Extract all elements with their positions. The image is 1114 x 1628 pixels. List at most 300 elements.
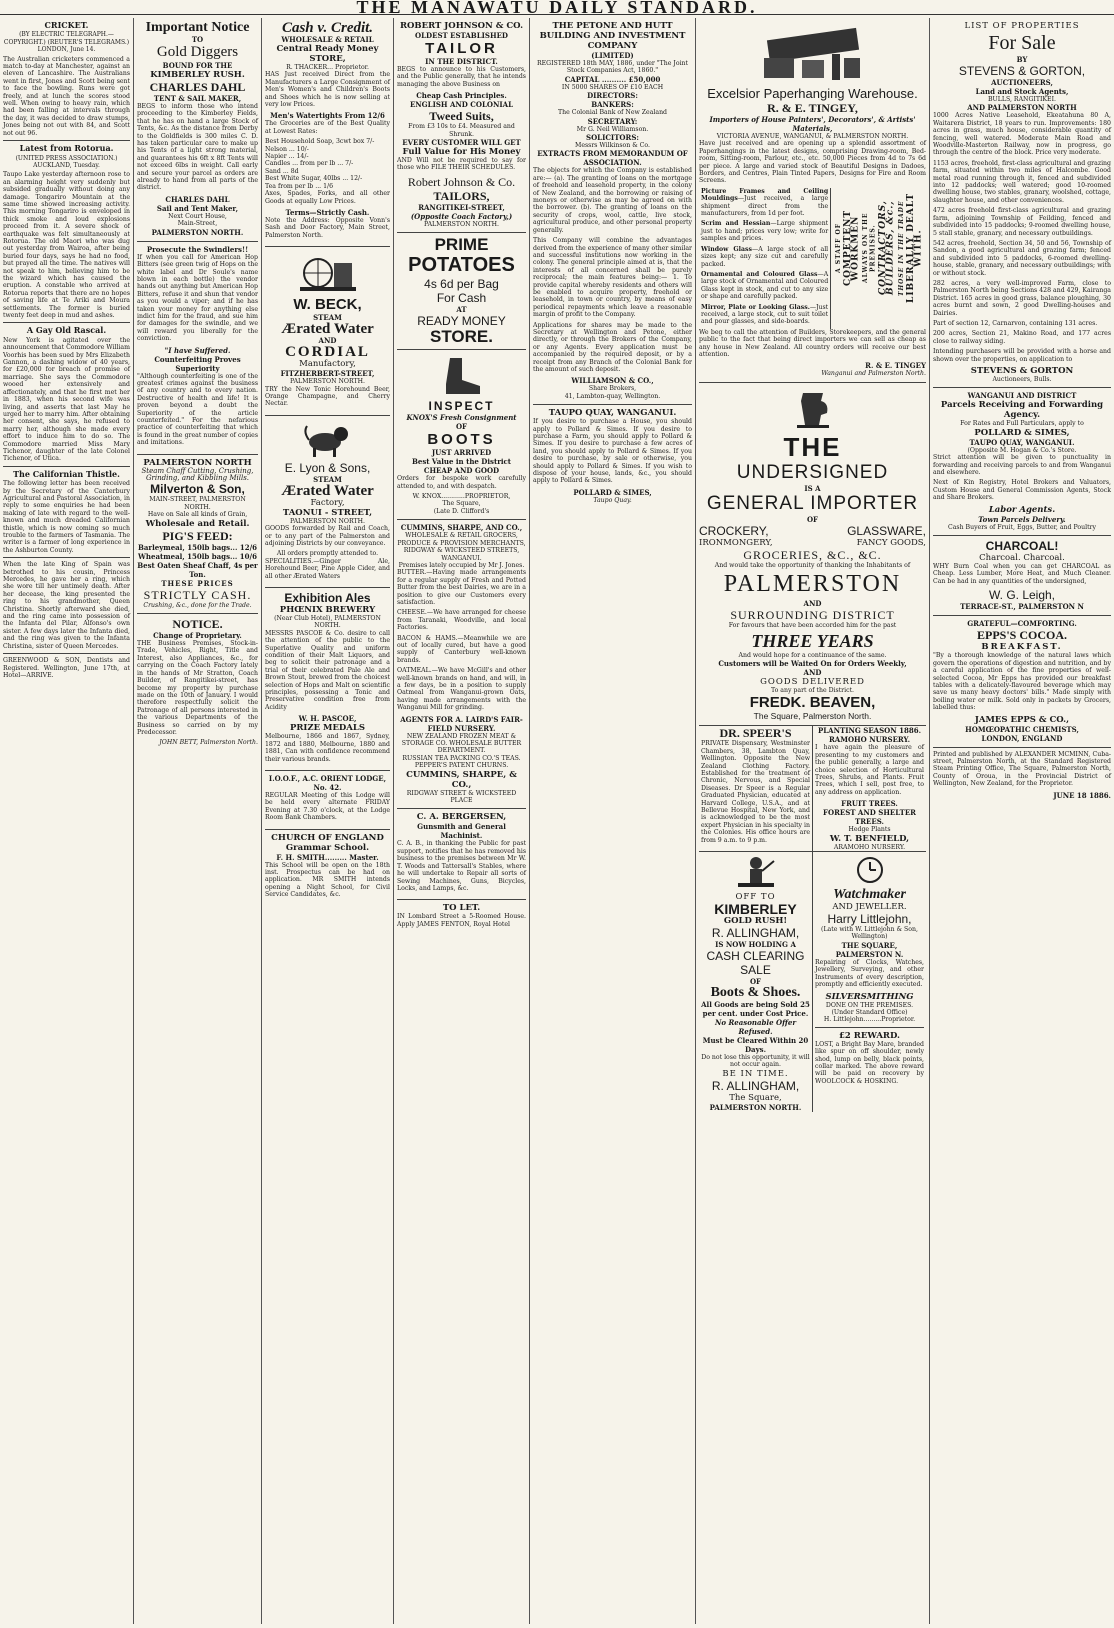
ornamental-body: —A large stock of Ornamental and Coloured Glass kept in stock, and cut to any size or shape and carefully packed.: [701, 270, 829, 301]
ad-epps-cocoa: [933, 616, 1111, 747]
aramoho-name: ARAMOHO NURSERY.: [833, 843, 906, 851]
lyon-aerated: Ærated Water: [281, 482, 374, 499]
beck-try: TRY the New Tonic Horehound Beer, Orange Champagne, and Cherry Nectar.: [265, 385, 390, 408]
allingham-all-goods: All Goods are being Sold 25 per cent. under Cost Price.: [701, 1000, 810, 1019]
knox-best: Best Value in the District: [411, 457, 512, 467]
beck-name: W. BECK,: [293, 296, 362, 314]
sg-land: Land and Stock Agents,: [975, 87, 1069, 96]
grammar-title: Grammar School.: [285, 842, 370, 853]
ad-charles-dahl: [137, 18, 258, 242]
epps-james: JAMES EPPS & CO.,: [974, 714, 1070, 725]
ad-phoenix-brewery: [265, 588, 390, 771]
beaven-groceries: GROCERIES, &C., &C.: [743, 547, 882, 562]
ad-cummins-sharpe: [397, 520, 526, 809]
rotorua-body: Taupo Lake yesterday afternoon rose to an alarming height very suddenly but subsided gradually without doing any damage. Tongariro Mountain at the same time showed increasing activity. This morning Tongariro is enveloped in thick smoke and loud explosions proceed from it. A severe shock of earthquake was felt simultaneously at Rotorua. The old Maori who was dug out yesterday from Wairoa, after being buried four days, says he had no food, but prayed all the time. The natives will not speak to him, believing him to be the wizard which has caused the eruption. A constable who arrived at Rotorua reports that there are no hopes of saving life at Te Ariki and Moura settlements. The former is buried twenty feet deep in mud and ashes.: [3, 171, 130, 320]
imprint: [933, 748, 1111, 800]
v-trade: THOSE IN THE TRADE: [897, 200, 905, 296]
scrim-label: Scrim and Hessian: [701, 220, 771, 228]
petone-shares: IN 5000 SHARES OF £10 EACH: [561, 83, 664, 91]
potato-ready: READY MONEY: [417, 314, 506, 329]
petone-reg: REGISTERED 18th MAY, 1886, under "The Joint Stock Companies Act, 1860.": [536, 60, 689, 75]
counterfeit-title: Counterfeiting Proves Superiority: [154, 354, 241, 373]
rj-tailors: TAILORS,: [433, 188, 490, 203]
allingham-sale: CASH CLEARING SALE: [706, 949, 805, 978]
masthead: THE MANAWATU DAILY STANDARD.: [0, 0, 1114, 15]
rj-oldest: OLDEST ESTABLISHED: [415, 31, 508, 40]
rj-from: From £3 10s to £4. Measured and Shrunk.: [408, 123, 515, 138]
rotorua-title: Latest from Rotorua.: [19, 143, 114, 154]
frames-label: Picture Frames and Ceiling Mouldings: [701, 187, 829, 203]
allingham-holding: IS NOW HOLDING A: [715, 940, 796, 950]
parcels-taupo: TAUPO QUAY, WANGANUI.: [969, 437, 1075, 447]
column-7: [930, 18, 1114, 1624]
beck-cordial: CORDIAL: [285, 344, 370, 361]
cummins-agents: AGENTS FOR A. LAIRD'S FAIR-FIELD NURSERY.: [400, 714, 523, 733]
ad-pollard-simes: [533, 405, 692, 508]
ad-w-beck: [265, 247, 390, 416]
lj-jeweller: AND JEWELLER.: [832, 902, 907, 913]
petone-body1: The objects for which the Company is established are:— (a). The granting of loans on the mortgage of freehold and leasehold property, in the colony of New Zealand, and the borrowing or raising of moneys or otherwise as may be agreed on with the borrower. (b). The granting of loans on the security of crops, wool, cattle, live stock, agricultural produce, and other personal property generally.: [533, 167, 692, 234]
tingey-body: Have just received and are opening up a splendid assortment of Paperhangings in the latest designs, comprising Drawing-room, Bed-room, Sitting-room, Parlour, etc., etc. 50,000 Pieces from 4d to 7s 6d per piece. A large and varied stock of Beautiful Designs in Dadoes, Borders, and Centres, Plain Tinted Papers, Designs for Fire and Room Screens.: [699, 140, 926, 185]
charcoal-sub: Charcoal. Charcoal.: [979, 553, 1065, 564]
row-allingham-littlejohn: [699, 852, 926, 1112]
notice-title: Important Notice: [145, 20, 250, 35]
column-2: [134, 18, 262, 1624]
beaven-glassware: GLASSWARE,: [847, 523, 926, 538]
excelsior-title: Excelsior Paperhanging Warehouse.: [707, 86, 918, 101]
allingham-boots: Boots & Shoes.: [710, 985, 801, 1001]
notice-bound: BOUND FOR THE: [162, 61, 233, 70]
petone-title: THE PETONE AND HUTT BUILDING AND INVESTMENT COMPANY: [539, 21, 686, 51]
col1-footer: GREENWOOD & SON, Dentists and Registered. Wellington, June 17th, at Hotel—ARRIVE.: [3, 657, 130, 679]
charcoal-body: WHY Burn Coal when you can get CHARCOAL as Cheap. Less Lumber, More Heat, and Much Cleaner. Can be had in any quantities of the undersigned,: [933, 563, 1111, 585]
v-contractors: CONTRACTORS, BUILDERS, &c.,: [877, 200, 896, 296]
cummins-ridgway: RIDGWAY & WICKSTEED STREETS, WANGANUI.: [403, 547, 520, 562]
cummins-oatmeal: OATMEAL.—We have McGill's and other well-known brands on hand, and will, in a few days, be in a position to supply Oatmeal from Wanganui-grown Oats, having made arrangements with the Wanganui Mill for grinding.: [397, 667, 526, 712]
ad-cash-credit: [265, 18, 390, 247]
knox-late: (Late D. Clifford's: [433, 507, 490, 515]
beaven-waited: Customers will be Waited On for Orders Weekly,: [718, 659, 907, 668]
swindle-body: If when you call for American Hop Bitters (see green twig of Hops on the white label and Dr Soule's name blown in each bottle) the vendor hands out anything but American Hop Bitters, refuse it and shun that vendor as you would a viper; and if he has taken your money for anything else indict him for the fraud, and sue him for damages for the swindle, and we will reward you liberally for the conviction.: [137, 253, 258, 343]
sg-intending: Intending purchasers will be provided with a horse and shown over the properties, on application to: [933, 348, 1111, 363]
tingey-addr: Wanganui and Palmerston North.: [821, 370, 926, 378]
potato-store: STORE.: [430, 327, 493, 347]
cummins-name: CUMMINS, SHARPE, AND CO.,: [400, 523, 523, 533]
lyon-goods: GOODS forwarded by Rail and Coach, or to any part of the Palmerston and adjoining Districts by our conveyance.: [265, 525, 390, 547]
sg-for-sale: For Sale: [988, 32, 1056, 54]
cummins-sub: WHOLESALE & RETAIL GROCERS, PRODUCE & PROVISION MERCHANTS,: [397, 532, 526, 547]
milverton-body: Have on Sale all kinds of Grain,: [147, 511, 248, 519]
beaven-thanking: And would take the opportunity of thanking the Inhabitants of: [714, 561, 911, 569]
petone-sol-name: Messrs Wilkinson & Co.: [574, 142, 650, 150]
beaven-fancy: FANCY GOODS,: [856, 537, 926, 548]
petone-solicitors: SOLICITORS:: [586, 133, 639, 143]
petone-directors: DIRECTORS:: [587, 91, 638, 101]
epps-body: "By a thorough knowledge of the natural laws which govern the operations of digestion and nutrition, and by a careful application of the fine properties of well-selected Cocoa, Mr Epps has provided our breakfast tables with a delicately-flavoured beverage which may save us many heavy doctors' bills." Made simply with boiling water or milk. Sold only in packets by Grocers, labelled thus:: [933, 652, 1111, 712]
dahl-sig3: Next Court House,: [168, 212, 227, 220]
v-liberally: LIBERALLY DEALT WITH.: [905, 192, 924, 303]
cricket-body: The Australian cricketers commenced a match to-day at Manchester, against an eleven of Lancashire. The Australians went in first, Jones and Scott being sent to face the bowling. Runs were got freely, and at lunch the scores stood well. When owing to heavy rain, which had been falling at intervals through the day, it was decided to draw stumps, Jones being not out with 84, and Scott not out 96.: [3, 55, 130, 137]
phoenix-name: PHŒNIX BREWERY: [279, 605, 376, 615]
medals-title: PRIZE MEDALS: [289, 723, 366, 734]
cummins-bacon: BACON & HAMS.—Meanwhile we are out of locally cured, but have a good supply of Canterbury well-known brands.: [397, 634, 526, 664]
thistle-body: The following letter has been received by the Secretary of the Canterbury Agricultural and Pastoral Association, in reply to some enquiries he had been making of late with regard to the well-known and much dreaded Californian thistle, which is now coming so much trouble to the farmers of Tasmania. The writer is a farmer of long experience in the Ashburton County.: [3, 480, 130, 554]
cummins-russian: RUSSIAN TEA PACKING CO.'S TEAS.: [402, 754, 521, 762]
beaven-surrounding: SURROUNDING DISTRICT: [730, 608, 895, 623]
ioof-body: REGULAR Meeting of this Lodge will be held every alternate FRIDAY Evening at 7.30 o'clock, at the Lodge Room Bank Chambers.: [265, 791, 390, 822]
allingham-kimberley: KIMBERLEY: [714, 901, 797, 918]
rj-rang: RANGITIKEI-STREET,: [418, 202, 505, 212]
cummins2-ridgway: RIDGWAY STREET & WICKSTEED PLACE: [406, 789, 517, 805]
cash-note: Note the Address: Opposite Vonn's Sash and Door Factory, Main Street, Palmerston North.: [265, 216, 390, 239]
mirror-body: —Just received, a large stock, cut to suit toilet and pour glasses, and side-boards.: [701, 303, 829, 326]
cummins-premises: Premises lately occupied by Mr J. Jones.: [398, 561, 525, 569]
epps-grateful: GRATEFUL—COMFORTING.: [967, 619, 1077, 629]
lyon-factory: Factory,: [310, 497, 345, 508]
divider: [3, 140, 130, 141]
allingham2-name: R. ALLINGHAM,: [711, 1078, 800, 1093]
knox-orders: Orders for bespoke work carefully attended to, and with despatch.: [397, 475, 526, 490]
allingham-palm: PALMERSTON NORTH.: [709, 1102, 802, 1112]
knox-boots: BOOTS: [427, 431, 496, 449]
beck-palm: PALMERSTON NORTH.: [289, 378, 366, 386]
forest-title: FOREST AND SHELTER TREES.: [823, 808, 916, 827]
sg-sub: Auctioneers, Bulls.: [992, 376, 1052, 383]
allingham-off: OFF TO: [735, 892, 776, 903]
beck-fitz: FITZHERBERT-STREET,: [280, 369, 375, 379]
ad-charcoal: [933, 536, 1111, 616]
speer-body: PRIVATE Dispensary, Westminster Chambers, 38, Lambton Quay, Wellington. Opposite the New Zealand Clothing Factory. Established for the treatment of Chronic, Nervous, and Special Diseases. Dr Speer is a Regular Graduated Physician, educated at Harvard College, U.S.A., and at Bellevue Hospital, New York, and is acknowledged to be the most expert Physician in his specialty in the Colonies. His office hours are from 9 a.m. to 9 p.m.: [701, 740, 810, 844]
divider: [3, 653, 130, 654]
parcels-opposite: (Opposite M. Hogan & Co.'s Store.: [967, 446, 1077, 454]
rj2-name: Robert Johnson & Co.: [407, 174, 516, 189]
lj-watchmaker: Watchmaker: [833, 887, 906, 903]
knox-of: OF: [455, 422, 468, 432]
exhibition-title: Exhibition Ales: [284, 591, 371, 605]
beaven-continuance: And would hope for a continuance of the same.: [738, 651, 887, 659]
nursery-body: I have again the pleasure of presenting to my customers and the public generally, a large and choice selection of Horticultural Trees, Shrubs, and Plants. Fruit Trees, which I sell, post free, to any address on application.: [815, 744, 924, 796]
divider: [3, 322, 130, 323]
beaven-crockery: CROCKERY,: [699, 523, 769, 538]
epps-breakfast: BREAKFAST.: [981, 642, 1063, 653]
rotorua-tag: (UNITED PRESS ASSOCIATION.) AUCKLAND, Tuesday.: [15, 154, 118, 169]
sg-props3: 472 acres freehold first-class agricultural and grazing farm, adjoining Township of Feilding, fenced and subdivided into 15 paddocks; 9-roomed dwelling house, 5 stall stable, granary, and necessary outbuildings.: [933, 207, 1111, 237]
tingey-attention: We beg to call the attention of Builders, Storekeepers, and the general public to the fact that being direct importers we can sell as cheap as any house in New Zealand. All country orders will receive our best attention.: [699, 328, 926, 358]
jug-icon: [791, 389, 835, 429]
parcels-cash-buyers: Cash Buyers of Fruit, Eggs, Butter, and Poultry: [947, 523, 1097, 531]
ad-stevens-gorton: [933, 18, 1111, 388]
lyon-special: SPECIALITIES.—Ginger Ale, Horehound Beer, Pine Apple Cider, and all other Ærated Waters: [265, 557, 390, 580]
pollard-addr: Taupo Quay.: [593, 496, 632, 504]
ad-ramoho-nursery: [813, 726, 926, 851]
petone-bank: The Colonial Bank of New Zealand: [557, 109, 668, 117]
petone-sig1: WILLIAMSON & CO.,: [571, 376, 654, 386]
notice-to: TO: [191, 35, 204, 44]
change-label: Change of Proprietary.: [153, 631, 242, 641]
epps-title: EPPS'S COCOA.: [976, 628, 1067, 643]
petone-body3: Applications for shares may be made to the Secretary at Wellington and Petone, either directly, or through the Brokers of the Company, or any Agents. Every application must be accompanied by the required deposit, or by a receipt from any Branch of the Colonial Bank for the amount of such deposit.: [533, 321, 692, 373]
benfield-name: W. T. BENFIELD,: [829, 833, 910, 844]
ad-milverton: [137, 455, 258, 614]
v-workmen: COMPETENT WORKMEN: [842, 209, 861, 286]
sg-and-palm: AND PALMERSTON NORTH: [967, 103, 1077, 113]
sg-props6: Part of section 12, Carnarvon, containing 131 acres.: [933, 319, 1098, 327]
cash-store: Central Ready Money STORE,: [276, 44, 379, 64]
rj-palm: PALMERSTON NORTH.: [423, 220, 500, 228]
petone-body2: This Company will combine the advantages derived from the experience of many other similar and successful institutions now working in the colony. The general principle aimed at is, that the interests of all concerned shall be purely reciprocal; the main features being:— 1. To provide capital whereby residents and others will be enabled to acquire property, freehold or leasehold, in town or country, by means of easy periodical repayments which leave a reasonable margin of profit to the Company.: [533, 237, 692, 319]
knox-just: JUST ARRIVED: [431, 448, 492, 458]
divider: [3, 557, 130, 558]
price-tea: Tea from per lb ... 1/6: [265, 182, 334, 190]
beaven-goods: GOODS DELIVERED: [760, 677, 865, 687]
digger-engraving-icon: [734, 855, 778, 889]
potato-price: 4s 6d per Bag: [424, 277, 499, 292]
fruit-title: FRUIT TREES.: [841, 799, 898, 809]
allingham-of: OF: [749, 977, 762, 987]
cash-axes: Axes, Spades, Forks, and all other Goods at equally Low Prices.: [265, 190, 390, 205]
suffered: "I have Suffered.: [164, 345, 231, 355]
crushing-label: Crushing, &c., done for the Trade.: [143, 601, 252, 609]
ad-to-let: [397, 900, 526, 935]
column-6: [696, 18, 930, 1624]
church-title: CHURCH OF ENGLAND: [271, 832, 384, 843]
dahl-name: CHARLES DAHL: [149, 80, 246, 94]
beaven-importer: GENERAL IMPORTER: [706, 492, 919, 514]
rj-value: Full Value for His Money: [402, 147, 521, 158]
mill-sub: Steam Chaff Cutting, Crushing, Grinding, and Kibbling Mills.: [141, 466, 254, 483]
lyon-palm: PALMERSTON NORTH.: [289, 517, 366, 525]
column-1: [0, 18, 134, 1624]
ad-tingey: [699, 18, 926, 383]
column-4: [394, 18, 530, 1624]
lj-sig: H. Littlejohn.........Proprietor.: [823, 1016, 916, 1024]
dahl-body: BEGS to inform those who intend proceeding to the Kimberley Fields, that he has on hand a large Stock of Tents, &c. As the distance from Derby to the Goldfields is 300 miles C. D. has taken particular care to make up his Tents of a light strong material, and guarantees his 6ft x 8ft Tents will not exceed 6lbs in weight. Call early and secure your parcel as orders are already to hand from all parts of the district.: [137, 103, 258, 192]
divider: [3, 466, 130, 467]
frames-body: —Just received, a large shipment direct from the manufacturers, from 1d per foot.: [701, 195, 829, 218]
allingham-name: R. ALLINGHAM,: [711, 926, 800, 941]
sg-list: LIST OF PROPERTIES: [964, 21, 1080, 31]
allingham-gold: GOLD RUSH!: [723, 916, 788, 927]
ad-potatoes: [397, 233, 526, 350]
parcels-town: Town Parcels Delivery.: [978, 514, 1066, 524]
beck-and: AND: [318, 336, 337, 346]
scrim-body: —Large shipment just to hand; prices very low; write for samples and prices.: [701, 220, 829, 243]
cash-prop: R. THACKER... Proprietor.: [286, 64, 369, 71]
cummins-frozen: NEW ZEALAND FROZEN MEAT & STORAGE CO. WHOLESALE BUTTER DEPARTMENT.: [401, 732, 522, 755]
beck-manufactory: Manufactory,: [299, 359, 356, 370]
beck-aerated: Ærated Water: [281, 321, 374, 338]
v-staff: A STAFF OF: [834, 222, 842, 273]
epps-homoeo: HOMŒOPATHIC CHEMISTS,: [965, 724, 1079, 734]
ioof-title: I.O.O.F., A.C. ORIENT LODGE, No. 42.: [268, 773, 387, 792]
rascal-body: New York is agitated over the announcement that Commodore William Voorhis has been sued by Mrs Elizabeth Gannon, a dashing widow of 40 years, for £20,000 for breach of promise of marriage. She says the Commodore wooed her extensively and affectionately, and that he first met her in 1883, when his second wife was living, and asserts that last May he urged her to marry him. After obtaining her consent, she says, he refused to marry her, although she made every effort to induce him to do so. The Commodore married Miss Mary Tichenor, daughter of the late Colonel Tichenor, of Utica.: [3, 336, 130, 463]
cash-title: Cash v. Credit.: [281, 20, 374, 36]
ad-hop-bitters: [137, 242, 258, 455]
allingham-dont-lose: Do not lose this opportunity, it will not occur again.: [701, 1054, 810, 1069]
notice-rush: KIMBERLEY RUSH.: [150, 70, 245, 80]
parcels-pollard: POLLARD & SIMES,: [974, 427, 1070, 438]
hedge-title: Hedge Plants: [848, 826, 891, 834]
watertights: Men's Watertights From 12/6: [270, 111, 385, 121]
lj-silver: SILVERSMITHING: [825, 991, 914, 1002]
parcels-labor: Labor Agents.: [988, 504, 1056, 515]
rascal-title: A Gay Old Rascal.: [26, 325, 107, 336]
petone-limited: (LIMITED): [591, 51, 634, 60]
sg-props5: 282 acres, a very well-improved Farm, close to Palmerston North being Sections 428 and 429, Kairanga District. 165 acres in good grass, balance ploughing, 30 acres burnt and sown, 2 good Dwelling-houses and Dairies.: [933, 279, 1111, 317]
lyon-steam: STEAM: [313, 474, 342, 484]
counterfeit-body: "Although counterfeiting is one of the greatest crimes against the business of any country and to every nation. Destructive of health and life! It is proven beyond a doubt the Superiority of the article counterfeited." For the nefarious practice of counterfeiting that which is found in the great number of copies and imitations.: [137, 372, 258, 447]
beaven-square: The Square, Palmerston North.: [753, 711, 872, 722]
school-body: This School will be open on the 18th inst. Prospectus can be had on application. MR SMITH intends opening a Night School, for Civil Service Candidates, &c.: [265, 861, 390, 899]
planting-title: PLANTING SEASON 1886.: [817, 726, 922, 736]
ad-bergersen: [397, 809, 526, 900]
price-sand: Sand ... 8d: [265, 167, 299, 175]
rj-district: IN THE DISTRICT.: [425, 57, 498, 66]
potato-cash: For Cash: [436, 291, 487, 306]
rj-name: ROBERT JOHNSON & CO.: [399, 21, 524, 31]
lyon-taonui: TAONUI - STREET,: [282, 507, 373, 518]
petone-extracts: EXTRACTS FROM MEMORANDUM OF ASSOCIATION.: [537, 149, 688, 168]
sg-sig: STEVENS & GORTON: [970, 366, 1074, 376]
prices-label: THESE PRICES: [161, 578, 234, 588]
speer-title: DR. SPEER'S: [719, 726, 792, 741]
beaven-of: OF: [806, 514, 819, 524]
charcoal-title: CHARCOAL!: [985, 539, 1059, 554]
allingham-no-offer: No Reasonable Offer Refused.: [714, 1018, 797, 1037]
ad-littlejohn: [813, 852, 926, 1112]
sg-props1: 1000 Acres Native Leasehold, Ekeatahuna 80 A, Waitarera District, 18 years to run. Improvements: 180 acres in grass, much house, considerable quantity of fencing, well watered. Moderate Main Road and Woodville-Masterton Railway, now in progress, go through the centre of the block. Price very moderate.: [933, 112, 1111, 157]
allingham-be-in: BE IN TIME.: [722, 1068, 789, 1079]
pigs-title: PIG'S FEED:: [162, 528, 233, 543]
ad-e-lyon: [265, 416, 390, 588]
ad-allingham: [699, 852, 813, 1112]
price-nelson: Nelson ... 10/-: [265, 145, 309, 153]
beaven-undersigned: UNDERSIGNED: [736, 461, 889, 483]
cash-terms: Terms—Strictly Cash.: [285, 207, 370, 217]
cummins2-name: CUMMINS, SHARPE, & CO.,: [406, 769, 517, 790]
petone-bankers: BANKERS:: [591, 100, 634, 110]
potato-title: POTATOES: [408, 254, 515, 277]
phoenix-body: MESSRS PASCOE & Co. desire to call the attention of the public to the Superlative Quality and uniform condition of their Malt Liquors, and beg to solicit their patronage and a trial of their celebrated Pale Ale and Brown Stout, brewed from the choicest selection of Hops and Malt on scientific principles, possessing a Tonic and Preservative condition free from Acidity: [265, 629, 390, 711]
beaven-name: FREDK. BEAVEN,: [749, 694, 876, 712]
price-napier: Napier ... 14/-: [265, 153, 309, 161]
lj-addr: THE SQUARE, PALMERSTON N.: [835, 940, 904, 959]
tingey-name: R. & E. TINGEY,: [767, 101, 858, 115]
rj-cheap: Cheap Cash Principles.: [416, 91, 507, 101]
reward-body: LOST, a Bright Bay Mare, branded like spur on off shoulder, newly shod, lump on belly, black points, collar marked. The above reward will be paid on recovery by WOOLCOCK & HOSKING.: [815, 1040, 924, 1085]
rj-tweed: Tweed Suits,: [429, 109, 494, 124]
row-speer-nursery: [699, 726, 926, 852]
beaven-three-years: THREE YEARS: [751, 630, 874, 651]
strictly-label: STRICTLY CASH.: [143, 587, 252, 602]
clock-icon: [850, 855, 890, 885]
bergersen-name: C. A. BERGERSEN,: [416, 812, 507, 823]
beaven-ironmongery: IRONMONGERY,: [699, 537, 773, 548]
spain-body: When the late King of Spain was betrothed to his cousin, Princess Mercedes, he gave her a ring, which she wore till her untimely death. After her decease, the king presented the ring to his grandmother, Queen Christina. Shortly afterward she died, and the ring came into possession of the Infanta del Pilar, Alfonso's own sister. A few days later the Infanta died, and the ring was given to the Infanta Christina, sister of Queen Mercedes.: [3, 561, 130, 650]
beaven-and: AND: [803, 599, 822, 609]
notice2-title: NOTICE.: [172, 617, 223, 632]
rj-file: AND Will not be required to say for those who FILE THEIR SCHEDULES.: [397, 157, 526, 172]
lj-under: (Under Standard Office): [831, 1008, 908, 1016]
leigh-name: W. G. Leigh,: [988, 588, 1056, 603]
taupo-body: If you desire to purchase a House, you should apply to Pollard & Simes. If you desire to purchase a Farm, you should apply to Pollard & Simes. If you desire to purchase a few acres of land, you should apply to Pollard & Simes. If you desire to purchase, by sale or otherwise, you should apply to Pollard & Simes. If you wish to dispose of your house, lands, &c., you should apply to Pollard & Simes.: [533, 418, 692, 485]
potato-prime: PRIME: [434, 235, 489, 255]
beaven-the: THE: [783, 431, 842, 462]
swindle-title: Prosecute the Swindlers!!: [146, 244, 249, 254]
tingey-items: [699, 188, 831, 329]
cash-body: HAS Just received Direct from the Manufacturers a Large Consignment of Men's Women's and Children's Boots and Shoes which he is now selling at very low Prices.: [265, 71, 390, 109]
lyon-orders: All orders promptly attended to.: [276, 550, 379, 558]
imprint-date: JUNE 18 1886.: [1053, 790, 1111, 800]
paint-tools-engraving-icon: [758, 24, 868, 84]
allingham-cleared: Must be Cleared Within 20 Days.: [702, 1036, 809, 1055]
ad-notice-proprietary: [137, 614, 258, 751]
sg-props4: 542 acres, freehold, Section 34, 50 and 56, Township of Sandon, a good agricultural and grazing farm; fenced and subdivided into 5 paddocks, 6-roomed dwelling-house, stable, granary, and necessary outbuildings; with or without stock.: [933, 239, 1111, 277]
beaven-favours: For favours that have been accorded him for the past: [728, 622, 897, 630]
ad-ioof: [265, 771, 390, 830]
bergersen-body: C. A. B., in thanking the Public for past support, notifies that he has removed his business to the premises between Mr W. T. Woods and Tattersall's Stables, where he will undertake to Repair all sorts of Sewing Machines, Guns, Bicycles, Locks, and Lamps, &c.: [397, 840, 526, 892]
mirror-label: Mirror, Plate or Looking Glass.: [701, 303, 810, 311]
to-let-body: IN Lombard Street a 5-Roomed House. Apply JAMES FENTON, Royal Hotel: [397, 913, 526, 928]
phoenix-sub: (Near Club Hotel), PALMERSTON NORTH.: [274, 615, 381, 630]
leigh-terrace: TERRACE-ST., PALMERSTON N: [960, 602, 1084, 612]
lj-sub: (Late with W. Littlejohn & Son, Wellington): [821, 926, 918, 941]
reward-title: £2 REWARD.: [838, 1030, 901, 1041]
parcels-rates: For Rates and Full Particulars, apply to: [960, 420, 1084, 428]
ornamental-label: Ornamental and Coloured Glass: [701, 270, 818, 278]
ad-knox-boots: [397, 350, 526, 520]
lj-repairing: Repairing of Clocks, Watches, Jewellery, Surveying, and other Instruments of every description, promptly and efficiently executed.: [815, 958, 924, 989]
milverton-name: Milverton & Son,: [150, 482, 245, 497]
petone-sig3: 41, Lambton-quay, Wellington.: [564, 392, 661, 400]
wheat-price: Wheatmeal, 150lb bags... 10/6: [138, 551, 257, 561]
potato-at: AT: [456, 305, 467, 315]
column-5: [530, 18, 696, 1624]
knox-cheap: CHEAP AND GOOD: [423, 466, 500, 476]
petone-secretary: SECRETARY:: [587, 116, 638, 126]
parcels-next: Next of Kin Registry, Hotel Brokers and Valuators, Custom House and General Commission Agents, Stock and Share Brokers.: [933, 479, 1111, 502]
thistle-title: The Californian Thistle.: [13, 468, 120, 479]
taupo-title: TAUPO QUAY, WANGANUI.: [548, 408, 677, 419]
barley-price: Barleymeal, 150lb bags... 12/6: [137, 542, 258, 552]
cricket-tag: (BY ELECTRIC TELEGRAPH.—COPYRIGHT.) (REUTER'S TELEGRAMS.) LONDON, June 14.: [3, 31, 130, 54]
sg-props7: 200 acres, Section 21, Makino Road, and 177 acres close to railway siding.: [933, 330, 1111, 345]
rj-english: ENGLISH AND COLONIAL: [409, 100, 514, 110]
sg-props2: 1153 acres, freehold, first-class agricultural and grazing farm, situated within two miles of Halcombe. Good metal road running through it, fenced and subdivided into 12 paddocks; well watered; good 10-roomed dwelling house, two stables, granary, woolshed, cottage, slaughter house, and other conveniences.: [933, 159, 1111, 204]
rj-opp: (Opposite Coach Factory,): [410, 211, 513, 221]
dahl-trade: TENT & SAIL MAKER,: [153, 94, 242, 103]
knox-square: The Square,: [442, 500, 481, 508]
lj-done: DONE ON THE PREMISES.: [825, 1001, 914, 1009]
sg-auctioneers: AUCTIONEERS,: [991, 78, 1053, 87]
price-candles: Candles ... from per lb ... 7/-: [265, 160, 354, 168]
to-let-title: TO LET.: [442, 903, 481, 914]
tingey-importers: Importers of House Painters', Decorators', & Artists' Materials,: [709, 115, 916, 133]
ad-petone-company: [533, 18, 692, 405]
lyon-name: E. Lyon & Sons,: [284, 460, 371, 475]
ramoho-title: RAMOHO NURSERY.: [828, 735, 911, 745]
dahl-sig2: Sail and Tent Maker,: [156, 203, 239, 213]
notice-gold: Gold Diggers: [156, 44, 239, 60]
ad-robert-johnson: [397, 18, 526, 233]
petone-sig2: Share Brokers,: [588, 385, 637, 393]
cash-sub: WHOLESALE & RETAIL: [281, 35, 374, 44]
beaven-any-part: To any part of the District.: [770, 687, 855, 694]
parcels-strict: Strict attention will be given to punctuality in forwarding and receiving parcels to and from Wanganui and elsewhere.: [933, 454, 1111, 477]
beaven-and2: AND: [803, 668, 822, 677]
machine-engraving-icon: [298, 253, 358, 293]
sg-bulls: BULLS, RANGITIKEI.: [988, 96, 1056, 103]
